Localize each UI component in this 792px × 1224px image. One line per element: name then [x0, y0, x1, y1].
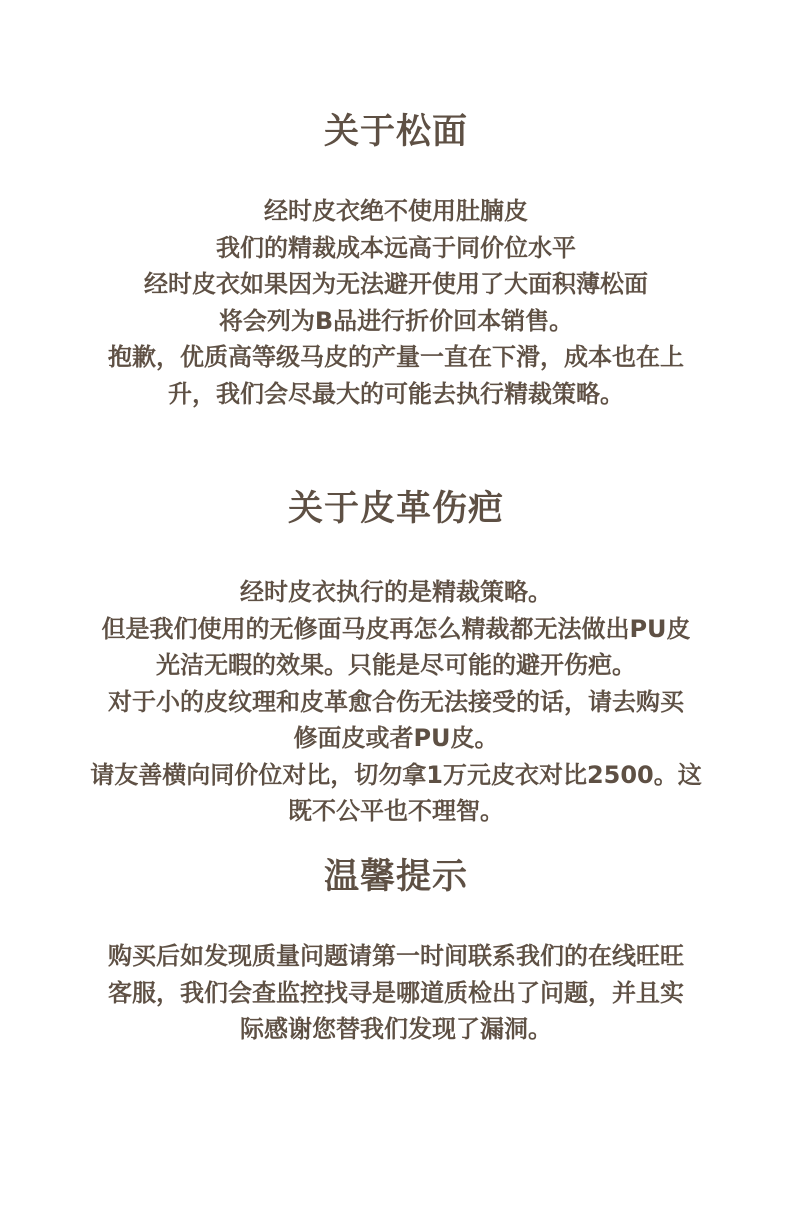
body-line: 修面皮或者PU皮。: [293, 724, 499, 752]
body-line: 购买后如发现质量问题请第一时间联系我们的在线旺旺: [108, 942, 684, 970]
body-line: 升，我们会尽最大的可能去执行精裁策略。: [168, 379, 624, 408]
section-friendly-reminder: [0, 855, 792, 1048]
section-title: 关于松面: [323, 112, 468, 152]
body-line: 经时皮衣绝不使用肚腩皮: [264, 197, 528, 225]
section-body: [0, 938, 792, 1048]
body-line: 请友善横向同价位对比，切勿拿1万元皮衣对比2500。这: [90, 760, 702, 789]
body-line: 我们的精裁成本远高于同价位水平: [216, 233, 576, 262]
section-title: 温馨提示: [323, 857, 468, 897]
body-line: 将会列为B品进行折价回本销售。: [218, 306, 574, 335]
body-line: 抱歉，优质高等级马皮的产量一直在下滑，成本也在上: [108, 343, 684, 371]
section-about-loose-grain: [0, 110, 792, 412]
section-body: [0, 574, 792, 830]
body-line: 经时皮衣执行的是精裁策略。: [240, 578, 552, 606]
body-line: 既不公平也不理智。: [288, 797, 504, 825]
body-line: 客服，我们会查监控找寻是哪道质检出了问题，并且实: [108, 978, 684, 1007]
section-body: [0, 193, 792, 412]
body-line: 但是我们使用的无修面马皮再怎么精裁都无法做出PU皮: [101, 614, 691, 643]
body-line: 经时皮衣如果因为无法避开使用了大面积薄松面: [144, 270, 648, 298]
body-line: 际感谢您替我们发现了漏洞。: [240, 1015, 552, 1043]
section-about-leather-scars: [0, 487, 792, 830]
body-line: 光洁无暇的效果。只能是尽可能的避开伤疤。: [156, 651, 636, 679]
section-title: 关于皮革伤疤: [287, 489, 504, 529]
body-line: 对于小的皮纹理和皮革愈合伤无法接受的话，请去购买: [108, 687, 684, 716]
